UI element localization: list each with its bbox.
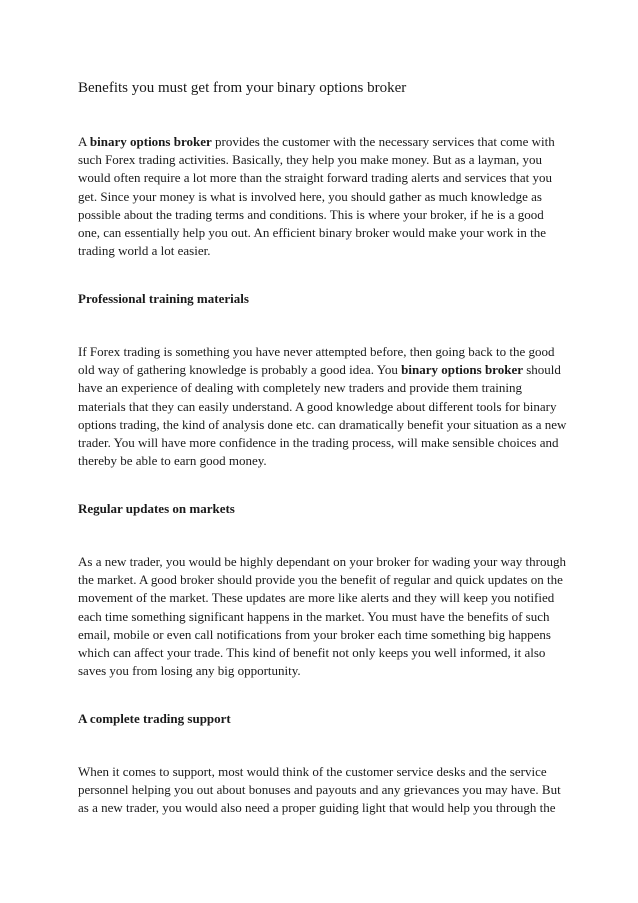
intro-text-rest: provides the customer with the necessary services that come with such Forex trading activities. Basically, they help you make money. But as a layman, you would often require a lot more than the straight forward trading alerts and services that you get. Since your money is what is involved here, you should gather as much knowledge as possible about the trading terms and conditions. This is where your broker, if he is a good one, can essentially help you out. An efficient binary broker would make your work in the trading world a lot easier. bbox=[78, 134, 555, 259]
section-heading-training: Professional training materials bbox=[78, 291, 249, 306]
intro-paragraph bbox=[78, 133, 568, 260]
training-text-start: If Forex trading is something you have never attempted before, then going back to the good old way of gathering knowledge is probably a good idea. You bbox=[78, 344, 555, 378]
training-text-rest: should have an experience of dealing with completely new traders and provide them training materials that they can easily understand. A good knowledge about different tools for binary options trading, the kind of analysis done etc. can dramatically benefit your situation as a new trader. You will have more confidence in the trading process, will make sensible choices and thereby be able to earn good money. bbox=[78, 362, 567, 469]
section-paragraph-support: When it comes to support, most would think of the customer service desks and the service personnel helping you out about bonuses and payouts and any grievances you may have. But as a new trader, you would also need a proper guiding light that would help you through the bbox=[78, 764, 561, 816]
document-title: Benefits you must get from your binary options broker bbox=[78, 80, 407, 96]
training-bold-term: binary options broker bbox=[401, 362, 523, 378]
intro-bold-term: binary options broker bbox=[89, 134, 212, 149]
section-heading-updates: Regular updates on markets bbox=[78, 501, 235, 516]
section-paragraph-updates: As a new trader, you would be highly dependant on your broker for wading your way through the market. A good broker should provide you the benefit of regular and quick updates on the movement of the market. These updates are more like alerts and they will keep you notified each time something significant happens in the market. You must have the benefits of such email, mobile or even call notifications from your broker each time something big happens which can affect your trade. This kind of benefit not only keeps you well informed, it also saves you from losing any big opportunity. bbox=[78, 554, 566, 679]
intro-text-start: A bbox=[78, 134, 90, 149]
section-heading-support: A complete trading support bbox=[78, 711, 231, 726]
section-paragraph-training bbox=[78, 343, 568, 470]
